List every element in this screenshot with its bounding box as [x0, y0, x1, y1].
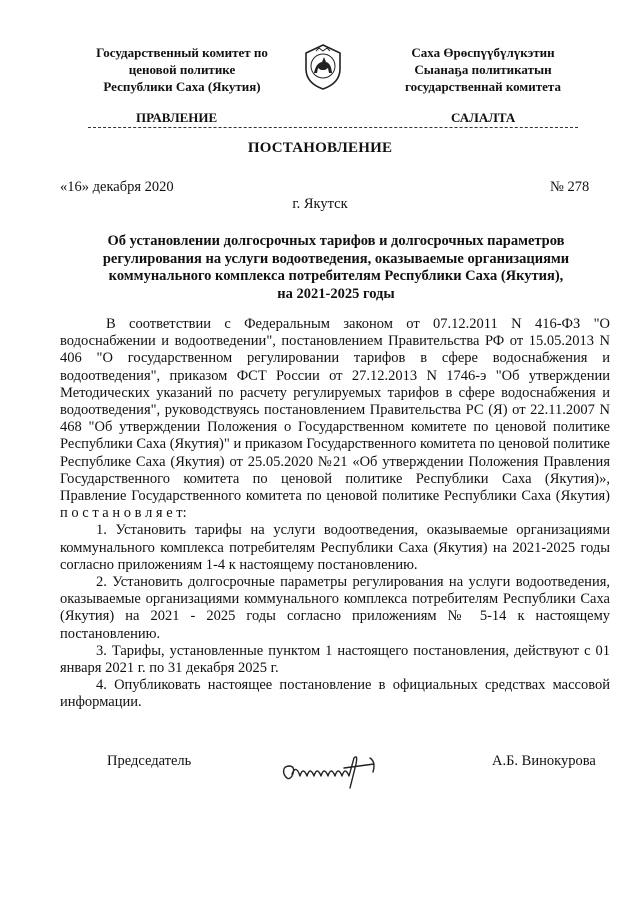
preamble-paragraph: В соответствии с Федеральным законом от 07.12.2011 N 416-ФЗ "О водоснабжении и водоотведении", постановлением Правительства РФ от 15.05.2013 N 406 "О государственном регулировании тарифов в сфере водоснабжения и водоотведения", приказом ФСТ России от 27.12.2013 N 1746-э "Об утверждении Методических указаний по расчету регулируемых тарифов в сфере водоснабжения и водоотведения", руководствуясь постановлением Правительства РС (Я) от 22.11.2007 N 468 "Об утверждении Положения о Государственном комитете по ценовой политике Республики Саха (Якутия)" и приказом Государственного комитета по ценовой политике Республике Саха (Якутия) от 25.05.2020 №21 «Об утверждении Положения Правления Государственного комитета по ценовой политике Республики Саха (Якутия)», Правление Государственного комитета по ценовой политике Республики Саха (Якутия) п о с т а н о в л я е т: — [60, 316, 610, 522]
document-date: «16» декабря 2020 — [60, 179, 174, 195]
handwritten-signature-icon — [278, 752, 388, 792]
header-right-subtitle: САЛАЛТА — [451, 110, 516, 125]
coat-of-arms-emblem-icon — [302, 43, 344, 91]
resolution-item: 2. Установить долгосрочные параметры регулирования на услуги водоотведения, оказываемые организациями коммунального комплекса потребителям Республики Саха (Якутия) на 2021 - 2025 годы согласно приложениям № 5-14 к настоящему постановлению. — [60, 574, 610, 642]
document-body — [60, 316, 610, 712]
document-city: г. Якутск — [292, 196, 348, 212]
header-left-subtitle: ПРАВЛЕНИЕ — [136, 110, 218, 125]
header-right-line: Саха Өрөспүүбүлүкэтин — [411, 45, 555, 60]
header-left-org — [78, 44, 286, 95]
signatory-name: А.Б. Винокурова — [492, 753, 596, 769]
subject-line: регулирования на услуги водоотведения, оказываемые организациями — [102, 250, 570, 267]
header-left-line: ценовой политике — [128, 62, 236, 77]
header-left-line: Республики Саха (Якутия) — [103, 79, 261, 94]
document-number: № 278 — [550, 179, 590, 195]
resolution-item: 3. Тарифы, установленные пунктом 1 настоящего постановления, действуют с 01 января 2021 г. по 31 декабря 2025 г. — [60, 642, 610, 677]
document-title: ПОСТАНОВЛЕНИЕ — [247, 140, 393, 156]
subject-line: Об установлении долгосрочных тарифов и долгосрочных параметров — [107, 233, 565, 249]
document-subject — [60, 233, 612, 303]
header-left-line: Государственный комитет по — [96, 45, 268, 60]
subject-line: на 2021-2025 годы — [277, 285, 395, 302]
resolution-item: 1. Установить тарифы на услуги водоотведения, оказываемые организациями коммунального комплекса потребителям Республики Саха (Якутия) на 2021-2025 годы согласно приложениям 1-4 к настоящему постановлению. — [60, 522, 610, 573]
signatory-title: Председатель — [107, 753, 192, 769]
header-right-line: Сыанаҕа политикатын — [414, 62, 552, 77]
resolution-item: 4. Опубликовать настоящее постановление в официальных средствах массовой информации. — [60, 677, 610, 711]
header-right-org — [388, 44, 578, 95]
dashed-divider — [88, 127, 578, 128]
subject-line: коммунального комплекса потребителям Республики Саха (Якутия), — [108, 268, 564, 284]
header-right-line: государственнай комитета — [405, 79, 561, 94]
